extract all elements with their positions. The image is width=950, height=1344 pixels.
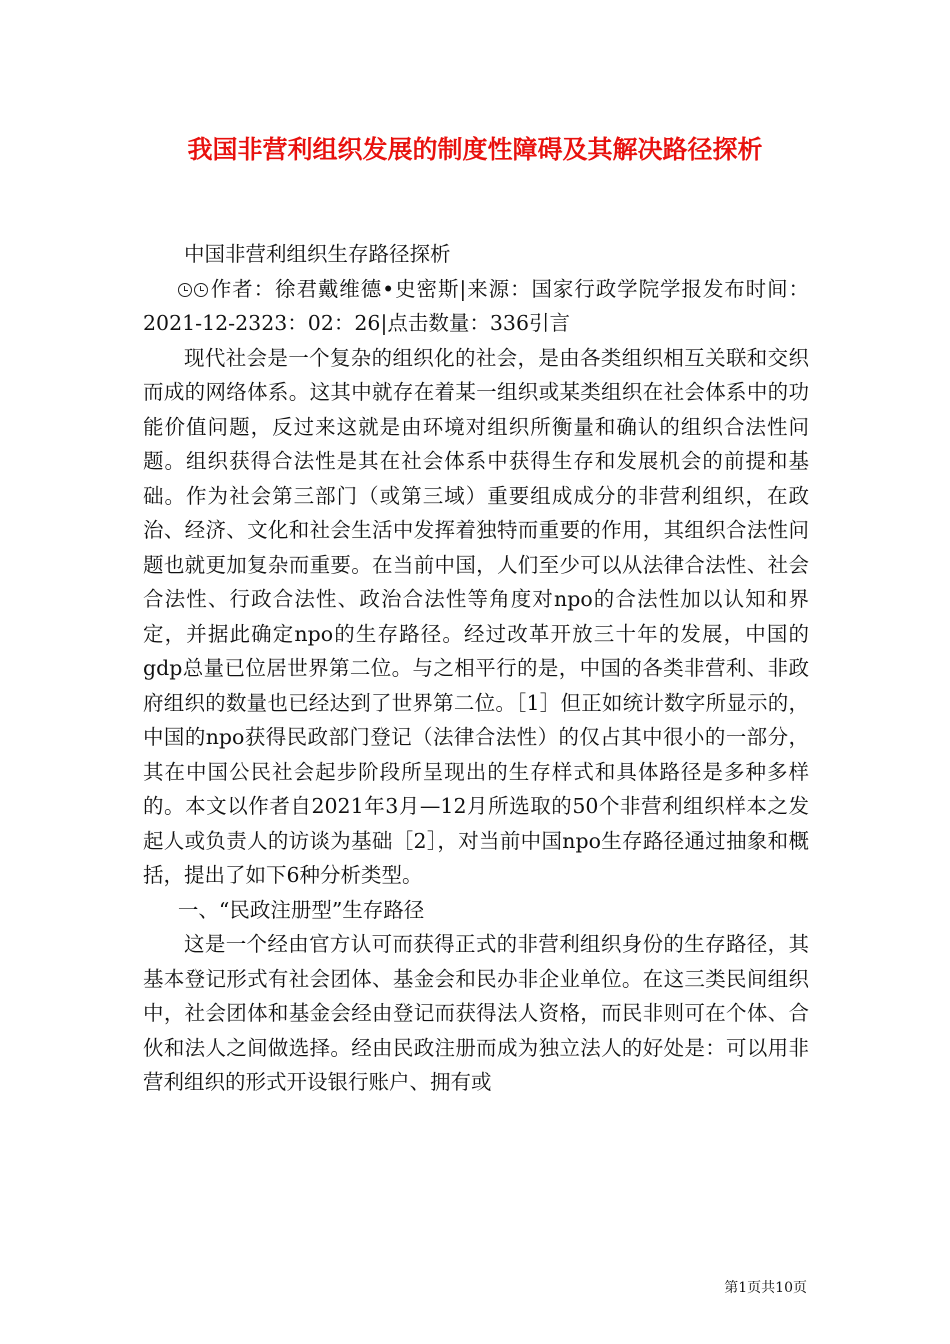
- page-footer: 第1页共10页: [724, 1280, 807, 1296]
- document-title: 我国非营利组织发展的制度性障碍及其解决路径探析: [187, 135, 763, 164]
- paragraph-section-1: 这是一个经由官方认可而获得正式的非营利组织身份的生存路径，其基本登记形式有社会团体、基金会和民办非企业单位。在这三类民间组织中，社会团体和基金会经由登记而获得法人资格，而民非则可在个体、合伙和法人之间做选择。经由民政注册而成为独立法人的好处是：可以用非营利组织的形式开设银行账户、拥有或: [143, 932, 809, 1094]
- paragraph-intro: 现代社会是一个复杂的组织化的社会，是由各类组织相互关联和交织而成的网络体系。这其中就存在着某一组织或某类组织在社会体系中的功能价值问题，反过来这就是由环境对组织所衡量和确认的组织合法性问题。组织获得合法性是其在社会体系中获得生存和发展机会的前提和基础。作为社会第三部门（或第三域）重要组成成分的非营利组织，在政治、经济、文化和社会生活中发挥着独特而重要的作用，其组织合法性问题也就更加复杂而重要。在当前中国，人们至少可以从法律合法性、社会合法性、行政合法性、政治合法性等角度对npo的合法性加以认知和界定，并据此确定npo的生存路径。经过改革开放三十年的发展，中国的gdp总量已位居世界第二位。与之相平行的是，中国的各类非营利、非政府组织的数量也已经达到了世界第二位。［1］但正如统计数字所显示的，中国的npo获得民政部门登记（法律合法性）的仅占其中很小的一部分，其在中国公民社会起步阶段所呈现出的生存样式和具体路径是多种多样的。本文以作者自2021年3月—12月所选取的50个非营利组织样本之发起人或负责人的访谈为基础［2］，对当前中国npo生存路径通过抽象和概括，提出了如下6种分析类型。: [143, 345, 809, 887]
- section-heading: 一、“民政注册型”生存路径: [177, 897, 425, 922]
- clock-icon: [178, 283, 192, 297]
- clock-icon: [194, 283, 208, 297]
- subtitle: 中国非营利组织生存路径探析: [184, 242, 451, 266]
- document-body: [143, 237, 809, 1100]
- meta-line: 作者：徐君戴维德•史密斯|来源：国家行政学院学报发布时间：2021-12-2323：02：26|点击数量：336引言: [143, 276, 809, 335]
